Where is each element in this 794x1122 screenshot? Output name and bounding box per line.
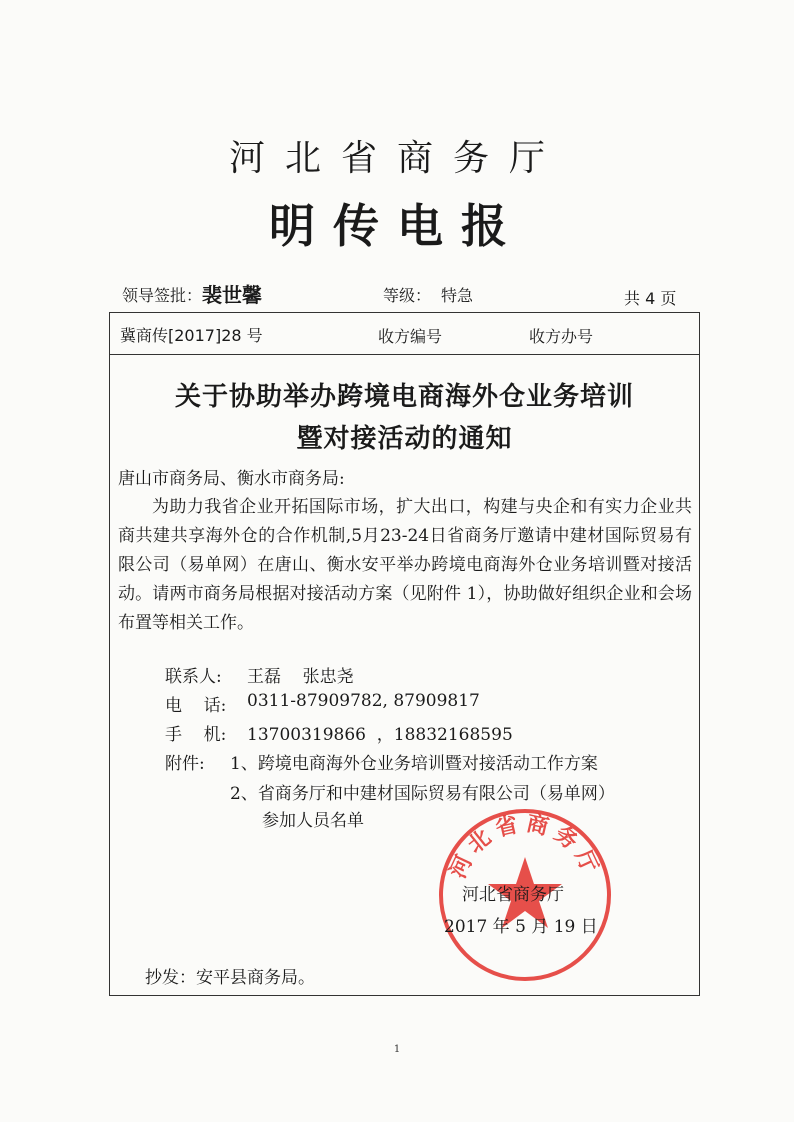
mobile-label: 手 机: — [165, 725, 227, 745]
contact-label: 联系人: — [165, 667, 222, 687]
receiver-number-label: 收方编号 — [378, 327, 443, 346]
page-number: 1 — [393, 1044, 401, 1055]
attachment-item-2-cont: 参加人员名单 — [262, 811, 364, 831]
mobile-value: 13700319866 ，18832168595 — [247, 725, 513, 745]
leader-signature: 裴世馨 — [202, 283, 262, 307]
leader-approval-label: 领导签批： — [122, 286, 203, 305]
attachment-item-2: 2、省商务厅和中建材国际贸易有限公司（易单网） — [230, 784, 615, 804]
contact-names: 王磊 张忠尧 — [247, 667, 354, 687]
page-count: 共 4 页 — [624, 289, 677, 308]
attachment-item-1: 1、跨境电商海外仓业务培训暨对接活动工作方案 — [230, 754, 598, 774]
seal-text: 河北省商务厅 — [445, 811, 605, 883]
phone-label: 电 话: — [165, 696, 227, 716]
notice-title-line-1: 关于协助举办跨境电商海外仓业务培训 — [174, 382, 634, 412]
body-paragraph: 为助力我省企业开拓国际市场，扩大出口，构建与央企和有实力企业共商共建共享海外仓的合作机制,5月23-24日省商务厅邀请中建材国际贸易有限公司（易单网）在唐山、衡水安平举办跨境电商海外仓业务培训暨对接活动。请两市商务局根据对接活动方案（见附件 1），协助做好组织企业和会场布置等相关工作。 — [118, 497, 692, 633]
priority-value: 特急 — [441, 286, 474, 305]
issuer-name: 河北省商务厅 — [462, 885, 564, 905]
receiver-office-label: 收方办号 — [529, 327, 594, 346]
document-type-title: 明传电报 — [269, 199, 525, 253]
document-number: 冀商传[2017]28 号 — [120, 326, 263, 345]
addressee: 唐山市商务局、衡水市商务局: — [118, 469, 345, 489]
notice-title-line-2: 暨对接活动的通知 — [296, 424, 513, 454]
phone-value: 0311-87909782, 87909817 — [247, 691, 480, 711]
attachments-label: 附件: — [165, 754, 205, 774]
issue-date: 2017 年 5 月 19 日 — [444, 917, 598, 937]
header-divider — [109, 354, 700, 355]
cc-line: 抄发：安平县商务局。 — [145, 968, 315, 988]
priority-label: 等级： — [383, 286, 432, 305]
org-title: 河北省商务厅 — [228, 138, 565, 179]
